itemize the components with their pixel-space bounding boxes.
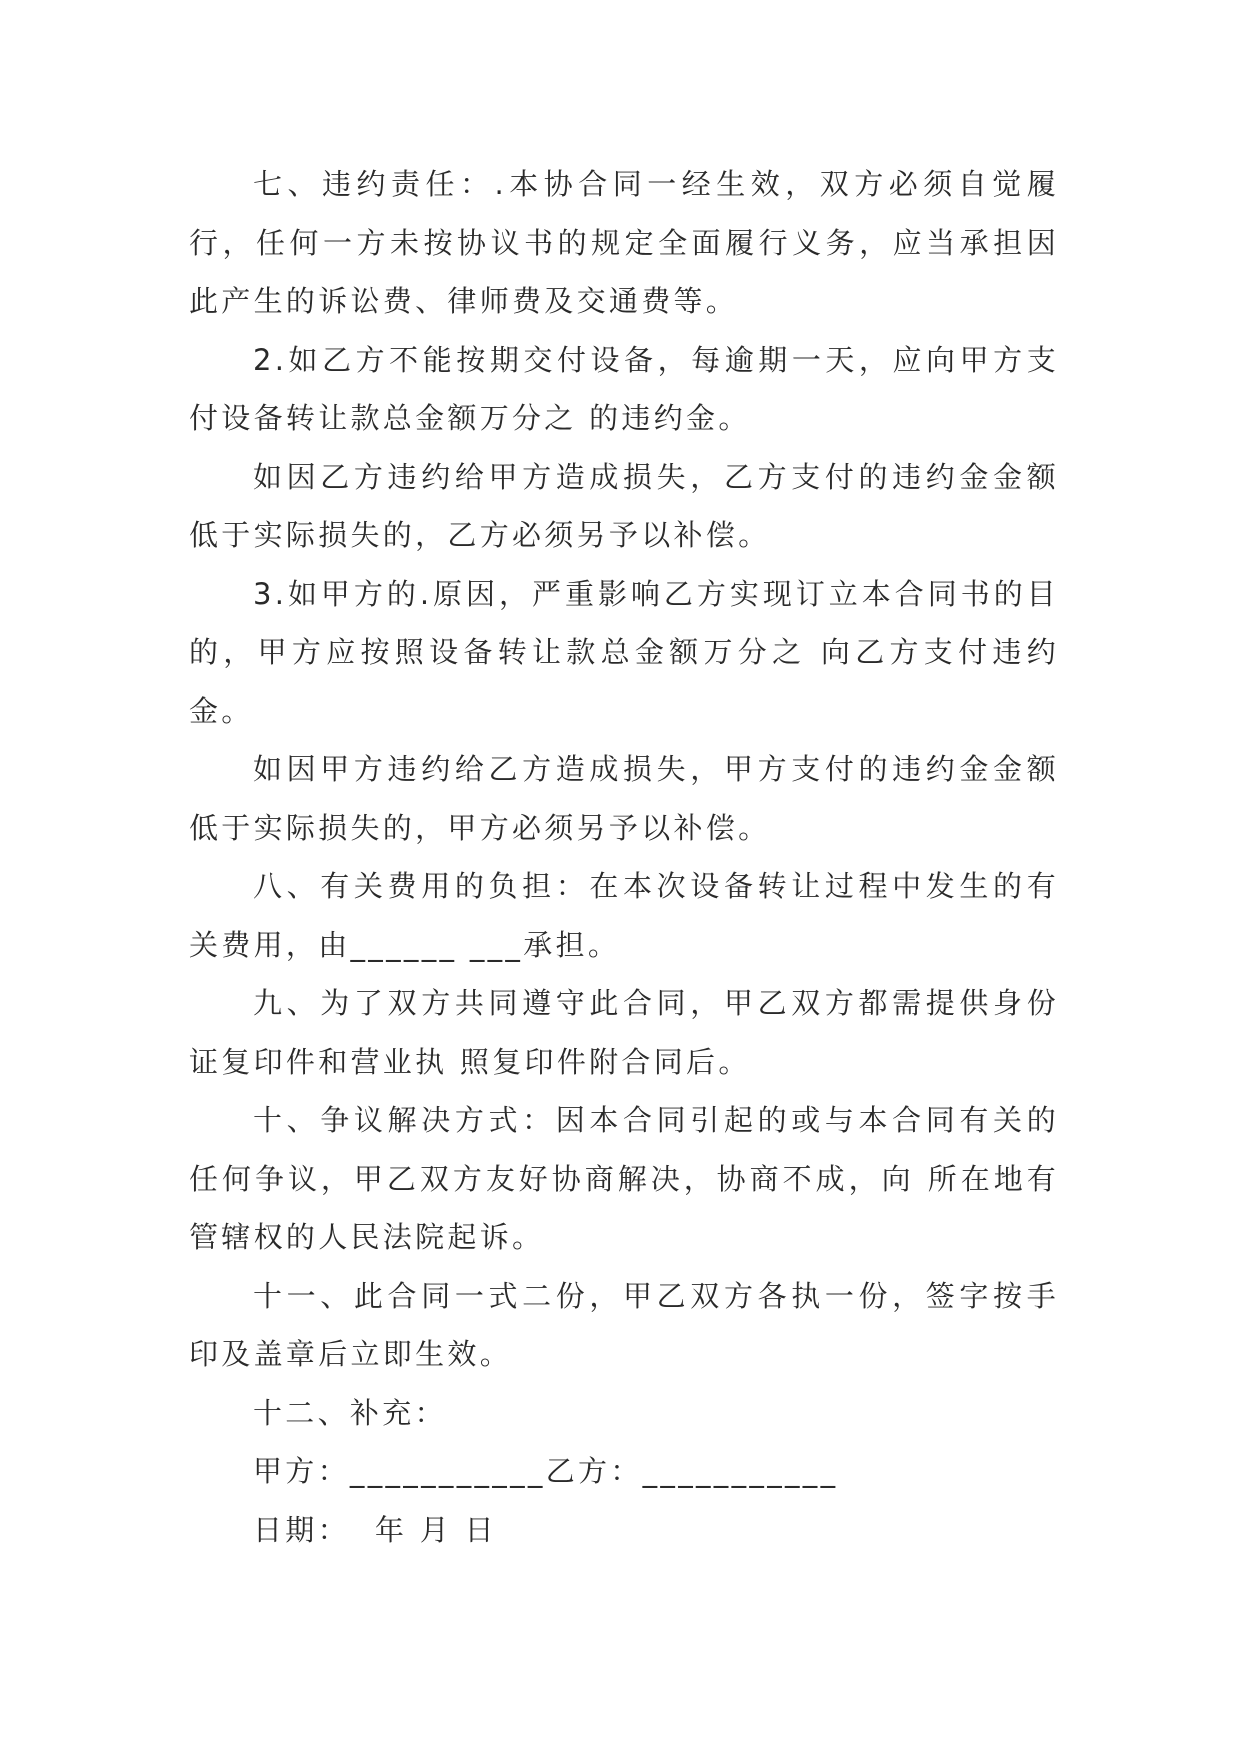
clause-seven-item-2-compensation: 如因乙方违约给甲方造成损失，乙方支付的违约金金额低于实际损失的，乙方必须另予以补偿。 (189, 459, 1059, 552)
date-line: 日期： 年 月 日 (253, 1512, 497, 1547)
clause-seven-item-3: 3.如甲方的.原因，严重影响乙方实现订立本合同书的目的，甲方应按照设备转让款总金额万分之 向乙方支付违约金。 (189, 576, 1059, 728)
clause-seven-breach-liability: 七、违约责任：.本协合同一经生效，双方必须自觉履行，任何一方未按协议书的规定全面履行义务，应当承担因此产生的诉讼费、律师费及交通费等。 (189, 167, 1059, 318)
signature-line: 甲方：___________乙方：___________ (253, 1454, 839, 1488)
contract-body (189, 155, 1059, 1559)
clause-seven-item-3-compensation: 如因甲方违约给乙方造成损失，甲方支付的违约金金额低于实际损失的，甲方必须另予以补偿。 (189, 752, 1059, 845)
clause-nine-documents: 九、为了双方共同遵守此合同，甲乙双方都需提供身份证复印件和营业执 照复印件附合同后。 (189, 986, 1059, 1079)
clause-eleven-copies: 十一、此合同一式二份，甲乙双方各执一份，签字按手印及盖章后立即生效。 (189, 1278, 1059, 1371)
clause-ten-dispute-resolution: 十、争议解决方式：因本合同引起的或与本合同有关的任何争议，甲乙双方友好协商解决，协商不成，向 所在地有管辖权的人民法院起诉。 (189, 1103, 1059, 1254)
clause-eight-fees: 八、有关费用的负担：在本次设备转让过程中发生的有关费用，由______ ___承担。 (189, 869, 1059, 962)
clause-seven-item-2: 2.如乙方不能按期交付设备，每逾期一天，应向甲方支付设备转让款总金额万分之 的违约金。 (189, 342, 1059, 435)
clause-twelve-supplement: 十二、补充： (253, 1395, 447, 1430)
